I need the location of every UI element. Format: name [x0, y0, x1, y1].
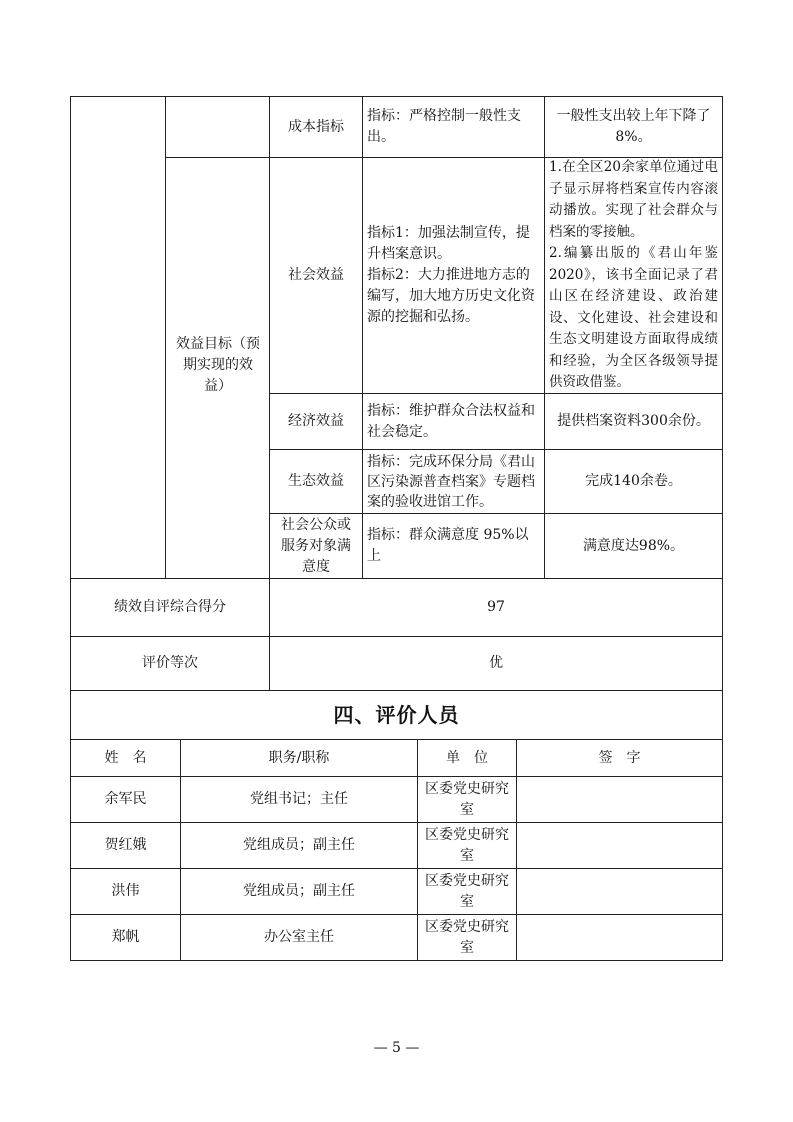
evaluator-signature [517, 777, 722, 822]
evaluator-name: 贺红娥 [104, 837, 147, 853]
ecological-benefit-indicator: 指标：完成环保分局《君山区污染源普查档案》专题档案的验收进馆工作。 [367, 453, 535, 510]
evaluator-position: 党组成员；副主任 [243, 837, 355, 853]
evaluator-unit: 区委党史研究室 [425, 780, 509, 818]
cost-indicator-text: 指标：严格控制一般性支出。 [367, 108, 521, 145]
evaluator-signature [517, 869, 722, 914]
evaluator-signature [517, 915, 722, 960]
section-title: 四、评价人员 [333, 702, 460, 727]
evaluator-unit: 区委党史研究室 [425, 918, 509, 956]
benefit-target-label: 效益目标（预期实现的效益） [176, 335, 260, 394]
economic-benefit-indicator: 指标：维护群众合法权益和社会稳定。 [367, 402, 535, 440]
header-position: 职务/职称 [268, 749, 330, 766]
ecological-benefit-label: 生态效益 [288, 473, 344, 489]
score-value: 97 [487, 599, 505, 615]
cost-indicator-label: 成本指标 [288, 118, 344, 135]
evaluator-name: 郑帆 [111, 929, 140, 945]
economic-benefit-result: 提供档案资料300余份。 [557, 413, 710, 429]
header-unit: 单 位 [446, 749, 488, 766]
header-signature: 签 字 [598, 749, 641, 766]
evaluator-unit: 区委党史研究室 [425, 826, 509, 864]
social-benefit-result: 1.在全区20余家单位通过电子显示屏将档案宣传内容滚动播放。实现了社会群众与档案的零接触。 2.编纂出版的《君山年鉴2020》，该书全面记录了君山区在经济建设、政治建设、文化建设、社会建设和生态文明建设方面取得成绩和经验，为全区各级领导提供资政借鉴。 [549, 159, 718, 391]
evaluator-position: 党组书记；主任 [250, 791, 348, 807]
satisfaction-indicator: 指标：群众满意度 95%以上 [367, 527, 529, 564]
page-number: — 5 — [373, 1040, 420, 1056]
social-benefit-indicator: 指标1：加强法制宣传，提升档案意识。 指标2：大力推进地方志的编写，加大地方历史文化资源的挖掘和弘扬。 [367, 225, 535, 325]
evaluator-name: 洪伟 [111, 883, 140, 899]
cost-indicator-result: 一般性支出较上年下降了8%。 [556, 108, 711, 145]
grade-label: 评价等次 [142, 655, 198, 671]
grade-value: 优 [489, 655, 503, 671]
satisfaction-result: 满意度达98%。 [582, 537, 685, 554]
evaluator-name: 余军民 [104, 791, 147, 807]
evaluator-position: 办公室主任 [264, 929, 334, 945]
social-benefit-label: 社会效益 [288, 267, 344, 283]
satisfaction-label: 社会公众或服务对象满意度 [281, 516, 351, 575]
evaluator-unit: 区委党史研究室 [425, 872, 509, 910]
evaluator-position: 党组成员；副主任 [243, 883, 355, 899]
evaluator-signature [517, 823, 722, 868]
economic-benefit-label: 经济效益 [288, 413, 344, 429]
ecological-benefit-result: 完成140余卷。 [585, 473, 682, 489]
header-name: 姓 名 [104, 749, 147, 766]
score-label: 绩效自评综合得分 [114, 599, 226, 615]
